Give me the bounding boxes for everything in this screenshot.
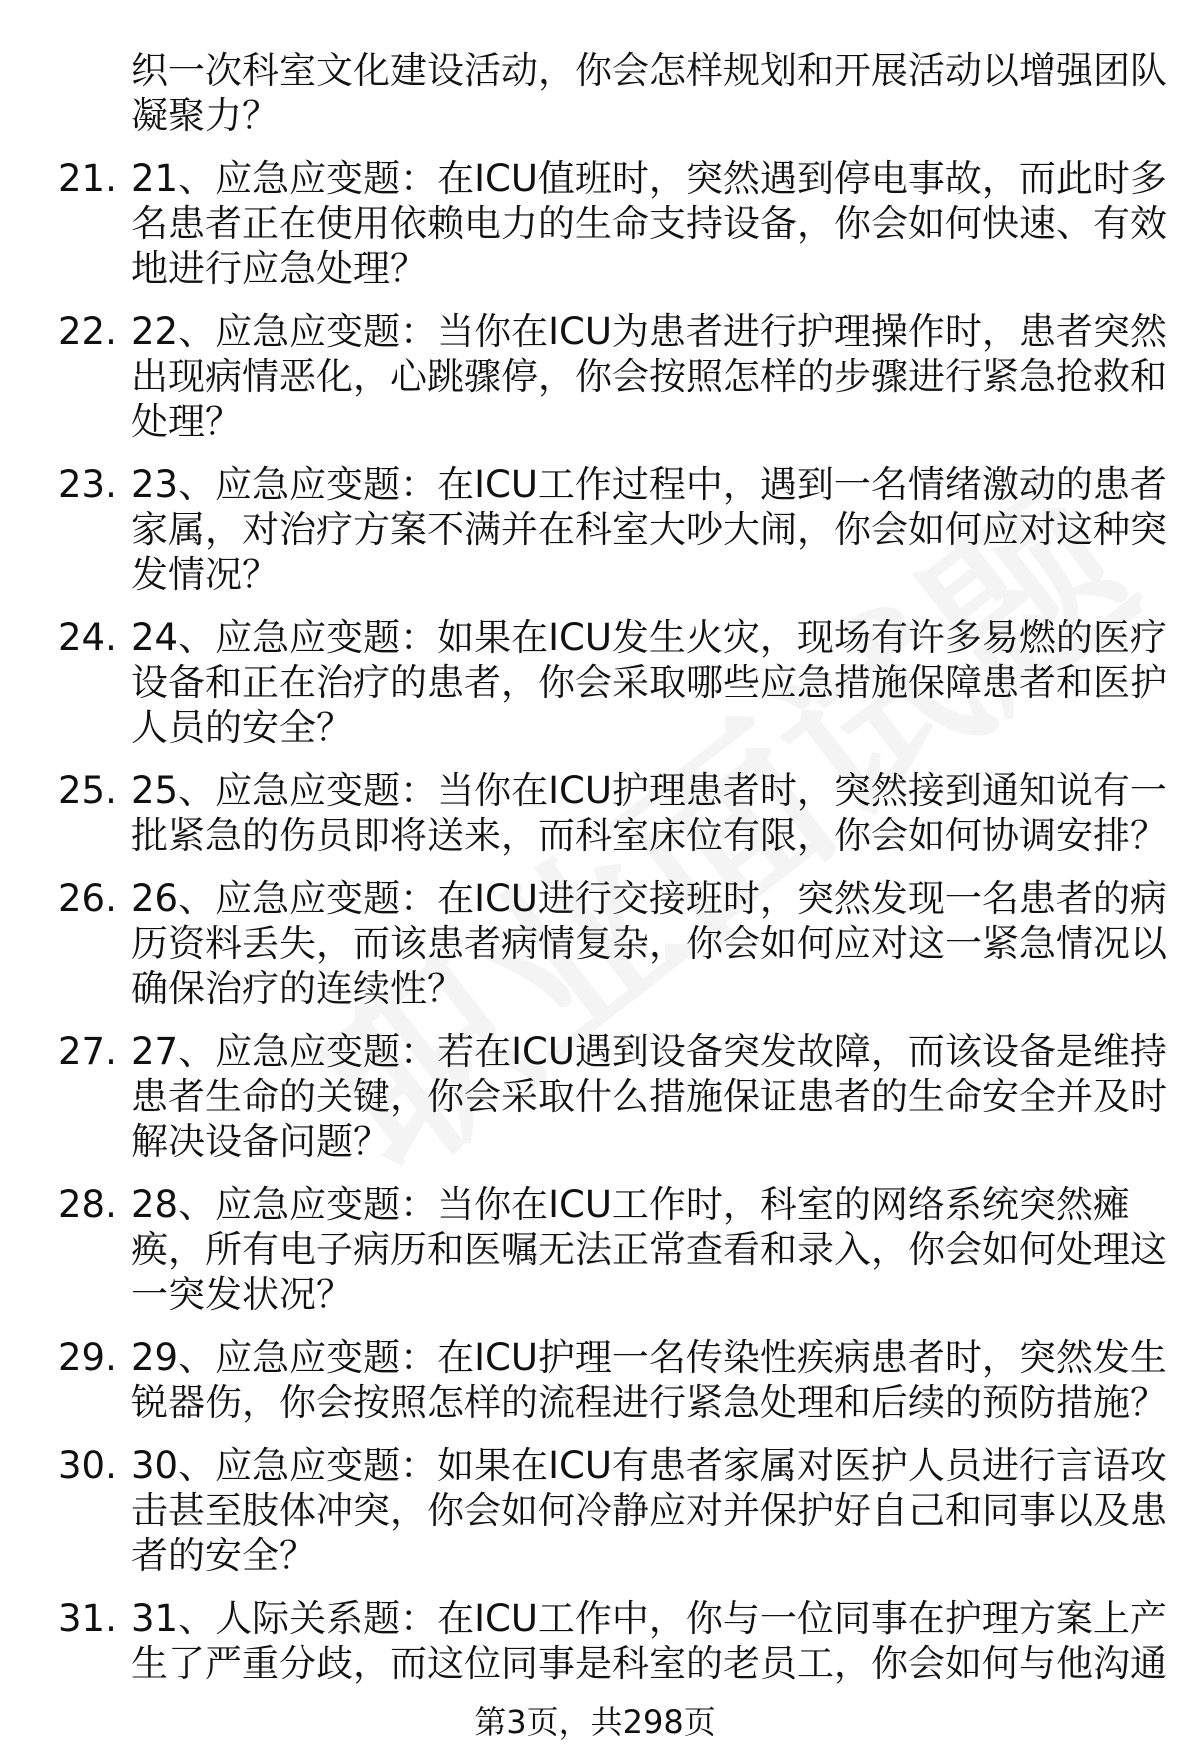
item-text bbox=[131, 1335, 1167, 1425]
item-number: 29. bbox=[58, 1336, 117, 1379]
list-item bbox=[58, 615, 1167, 750]
text-line: 解决设备问题？ bbox=[131, 1120, 390, 1163]
item-text bbox=[131, 1029, 1167, 1164]
text-line: 确保治疗的连续性？ bbox=[131, 967, 464, 1010]
text-line: 26、应急应变题：在ICU进行交接班时，突然发现一名患者的病 bbox=[131, 877, 1167, 920]
item-text bbox=[131, 876, 1167, 1011]
text-line: 击甚至肢体冲突，你会如何冷静应对并保护好自己和同事以及患 bbox=[131, 1489, 1167, 1532]
text-line: 生了严重分歧，而这位同事是科室的老员工，你会如何与他沟通 bbox=[131, 1642, 1167, 1685]
item-text bbox=[131, 1443, 1167, 1578]
item-number: 28. bbox=[58, 1183, 117, 1226]
numbered-items bbox=[58, 156, 1167, 1686]
continued-question-text bbox=[131, 48, 1167, 138]
text-line: 29、应急应变题：在ICU护理一名传染性疾病患者时，突然发生 bbox=[131, 1336, 1167, 1379]
item-number: 27. bbox=[58, 1030, 117, 1073]
page-number: 第3页，共298页 bbox=[474, 1703, 716, 1741]
text-line: 名患者正在使用依赖电力的生命支持设备，你会如何快速、有效 bbox=[131, 202, 1167, 245]
text-line: 30、应急应变题：如果在ICU有患者家属对医护人员进行言语攻 bbox=[131, 1444, 1167, 1487]
text-line: 28、应急应变题：当你在ICU工作时，科室的网络系统突然瘫 bbox=[131, 1183, 1130, 1226]
text-line: 凝聚力？ bbox=[131, 94, 279, 137]
list-item bbox=[58, 156, 1167, 291]
item-number: 23. bbox=[58, 463, 117, 506]
item-text bbox=[131, 462, 1167, 597]
text-line: 织一次科室文化建设活动，你会怎样规划和开展活动以增强团队 bbox=[131, 49, 1167, 92]
item-number: 22. bbox=[58, 310, 117, 353]
text-line: 27、应急应变题：若在ICU遇到设备突发故障，而该设备是维持 bbox=[131, 1030, 1167, 1073]
list-item bbox=[58, 876, 1167, 1011]
item-text bbox=[131, 309, 1167, 444]
item-text bbox=[131, 1182, 1167, 1317]
text-line: 23、应急应变题：在ICU工作过程中，遇到一名情绪激动的患者 bbox=[131, 463, 1167, 506]
text-line: 家属，对治疗方案不满并在科室大吵大闹，你会如何应对这种突 bbox=[131, 508, 1167, 551]
text-line: 锐器伤，你会按照怎样的流程进行紧急处理和后续的预防措施？ bbox=[131, 1381, 1167, 1424]
item-number: 26. bbox=[58, 877, 117, 920]
text-line: 24、应急应变题：如果在ICU发生火灾，现场有许多易燃的医疗 bbox=[131, 616, 1167, 659]
item-text bbox=[131, 1596, 1167, 1686]
item-number: 30. bbox=[58, 1444, 117, 1487]
text-line: 历资料丢失，而该患者病情复杂，你会如何应对这一紧急情况以 bbox=[131, 922, 1167, 965]
text-line: 发情况？ bbox=[131, 553, 279, 596]
item-text bbox=[131, 768, 1167, 858]
text-line: 处理？ bbox=[131, 400, 242, 443]
text-line: 患者生命的关键，你会采取什么措施保证患者的生命安全并及时 bbox=[131, 1075, 1167, 1118]
list-item bbox=[58, 1443, 1167, 1578]
text-line: 地进行应急处理？ bbox=[131, 247, 427, 290]
item-number: 25. bbox=[58, 769, 117, 812]
text-line: 出现病情恶化，心跳骤停，你会按照怎样的步骤进行紧急抢救和 bbox=[131, 355, 1167, 398]
text-line: 人员的安全？ bbox=[131, 706, 353, 749]
text-line: 21、应急应变题：在ICU值班时，突然遇到停电事故，而此时多 bbox=[131, 157, 1167, 200]
list-item bbox=[58, 462, 1167, 597]
text-line: 者的安全？ bbox=[131, 1534, 316, 1577]
list-item bbox=[58, 1596, 1167, 1686]
list-item bbox=[58, 1335, 1167, 1425]
question-list bbox=[58, 48, 1167, 1686]
text-line: 一突发状况？ bbox=[131, 1273, 353, 1316]
item-number: 24. bbox=[58, 616, 117, 659]
text-line: 22、应急应变题：当你在ICU为患者进行护理操作时，患者突然 bbox=[131, 310, 1167, 353]
list-item bbox=[58, 1182, 1167, 1317]
text-line: 31、人际关系题：在ICU工作中，你与一位同事在护理方案上产 bbox=[131, 1597, 1167, 1640]
text-line: 设备和正在治疗的患者，你会采取哪些应急措施保障患者和医护 bbox=[131, 661, 1167, 704]
item-text bbox=[131, 156, 1167, 291]
item-number: 31. bbox=[58, 1597, 117, 1640]
item-text bbox=[131, 615, 1167, 750]
text-line: 批紧急的伤员即将送来，而科室床位有限，你会如何协调安排？ bbox=[131, 814, 1167, 857]
text-line: 痪，所有电子病历和医嘱无法正常查看和录入，你会如何处理这 bbox=[131, 1228, 1167, 1271]
list-item bbox=[58, 1029, 1167, 1164]
list-item bbox=[58, 309, 1167, 444]
item-number: 21. bbox=[58, 157, 117, 200]
text-line: 25、应急应变题：当你在ICU护理患者时，突然接到通知说有一 bbox=[131, 769, 1167, 812]
list-item bbox=[58, 768, 1167, 858]
